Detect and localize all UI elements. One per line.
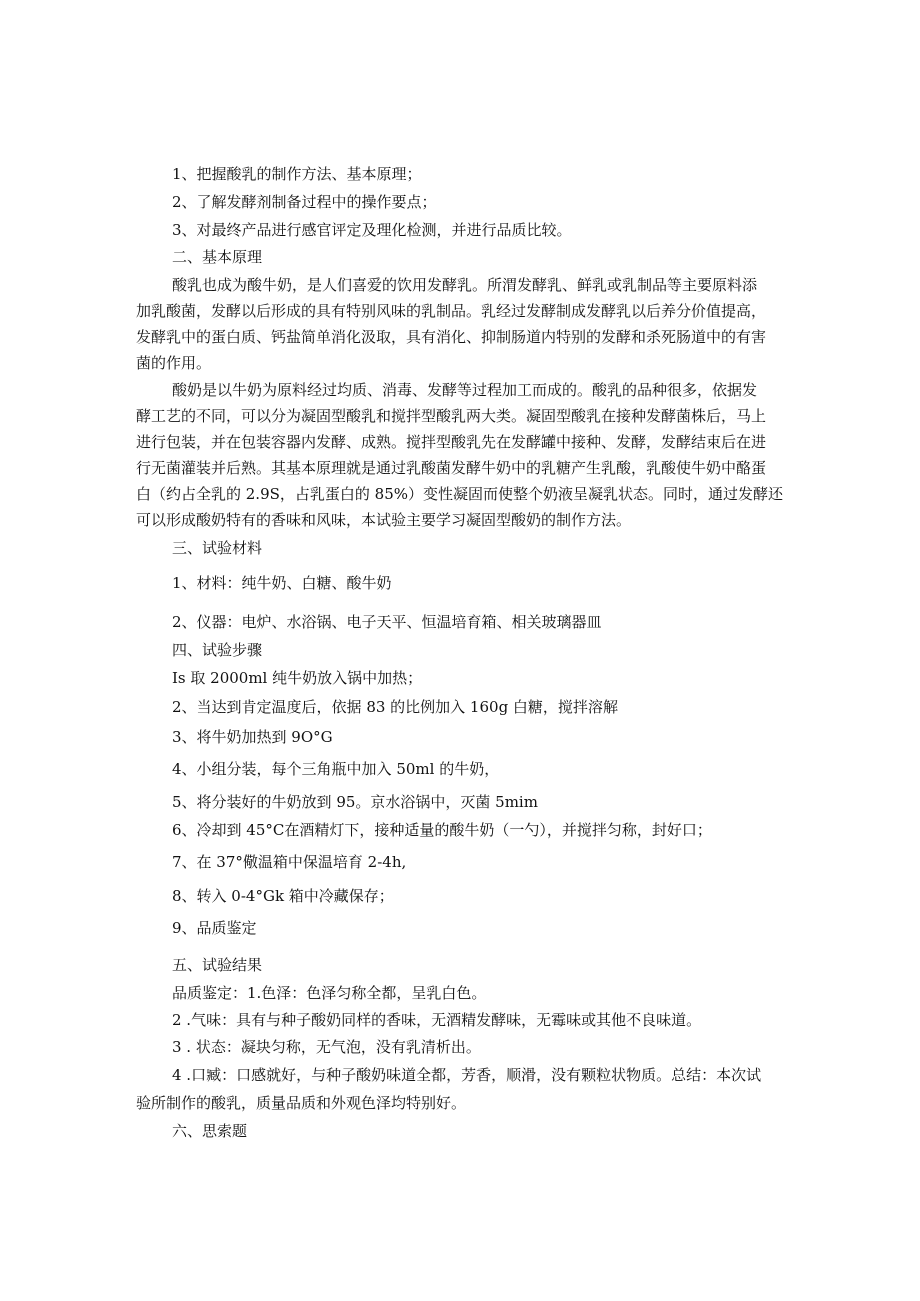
step-7: 7、在 37°儆温箱中保温培育 2-4h, (172, 853, 407, 871)
result-line-3: 3 . 状态：凝块匀称，无气泡，没有乳清析出。 (172, 1038, 481, 1056)
step-4: 4、小组分装，每个三角瓶中加入 50ml 的牛奶， (172, 760, 500, 778)
result-line-1: 品质鉴定：1.色泽：色泽匀称全都，呈乳白色。 (172, 984, 487, 1002)
materials-item-1: 1、材料：纯牛奶、白糖、酸牛奶 (172, 574, 392, 592)
principle-p1-line-4: 菌的作用。 (136, 354, 212, 372)
step-9: 9、品质鉴定 (172, 919, 257, 937)
results-heading: 五、试验结果 (172, 956, 263, 974)
principle-p1-line-2: 加乳酸菌，发酵以后形成的具有特别风味的乳制品。乳经过发酵制成发酵乳以后养分价值提高， (136, 302, 767, 320)
step-2: 2、当达到肯定温度后，依据 83 的比例加入 160g 白糖，搅拌溶解 (172, 698, 618, 716)
step-1: Is 取 2000ml 纯牛奶放入锅中加热； (172, 669, 423, 687)
principle-p1-line-3: 发酵乳中的蛋白质、钙盐简单消化汲取，具有消化、抑制肠道内特别的发酵和杀死肠道中的有害 (136, 328, 767, 346)
principle-p2-line-4: 行无菌灌装并后熟。其基本原理就是通过乳酸菌发酵牛奶中的乳糖产生乳酸，乳酸使牛奶中酪蛋 (136, 459, 767, 477)
steps-heading: 四、试验步骤 (172, 641, 263, 659)
principle-p2-line-2: 酵工艺的不同，可以分为凝固型酸乳和搅拌型酸乳两大类。凝固型酸乳在接种发酵菌株后，马上 (136, 407, 767, 425)
step-6: 6、冷却到 45°C在酒精灯下，接种适量的酸牛奶（一勺），并搅拌匀称，封好口； (172, 821, 712, 839)
materials-item-2: 2、仪器：电炉、水浴锅、电子天平、恒温培育箱、相关玻璃器皿 (172, 613, 602, 631)
objective-1: 1、把握酸乳的制作方法、基本原理； (172, 165, 422, 183)
objective-3: 3、对最终产品进行感官评定及理化检测，并进行品质比较。 (172, 221, 572, 239)
principle-heading: 二、基本原理 (172, 248, 263, 266)
objective-2: 2、了解发酵剂制备过程中的操作要点； (172, 193, 437, 211)
principle-p2-line-6: 可以形成酸奶特有的香味和风味，本试验主要学习凝固型酸奶的制作方法。 (136, 511, 632, 529)
principle-p2-line-3: 进行包装，并在包装容器内发酵、成熟。搅拌型酸乳先在发酵罐中接种、发酵，发酵结束后在进 (136, 433, 767, 451)
result-line-2: 2 .气味：具有与种子酸奶同样的香味，无酒精发酵味，无霉味或其他不良味道。 (172, 1011, 702, 1029)
principle-p2-line-1: 酸奶是以牛奶为原料经过均质、消毒、发酵等过程加工而成的。酸乳的品种很多，依据发 (172, 381, 758, 399)
result-line-5: 验所制作的酸乳，质量品质和外观色泽均特别好。 (136, 1094, 467, 1112)
questions-heading: 六、思索题 (172, 1122, 248, 1140)
principle-p1-line-1: 酸乳也成为酸牛奶，是人们喜爱的饮用发酵乳。所渭发酵乳、鲜乳或乳制品等主要原料添 (172, 276, 758, 294)
step-5: 5、将分装好的牛奶放到 95。京水浴锅中，灭菌 5mim (172, 793, 538, 811)
result-line-4: 4 .口臧：口感就好，与种子酸奶味道全都，芳香，顺滑，没有颗粒状物质。总结：本次试 (172, 1066, 762, 1084)
materials-heading: 三、试验材料 (172, 539, 263, 557)
step-8: 8、转入 0-4°Gk 箱中冷藏保存； (172, 887, 394, 905)
principle-p2-line-5: 白（约占全乳的 2.9S，占乳蛋白的 85%）变性凝固而使整个奶液呈凝乳状态。同时，通过发酵还 (136, 485, 784, 503)
step-3: 3、将牛奶加热到 9O°G (172, 728, 333, 746)
